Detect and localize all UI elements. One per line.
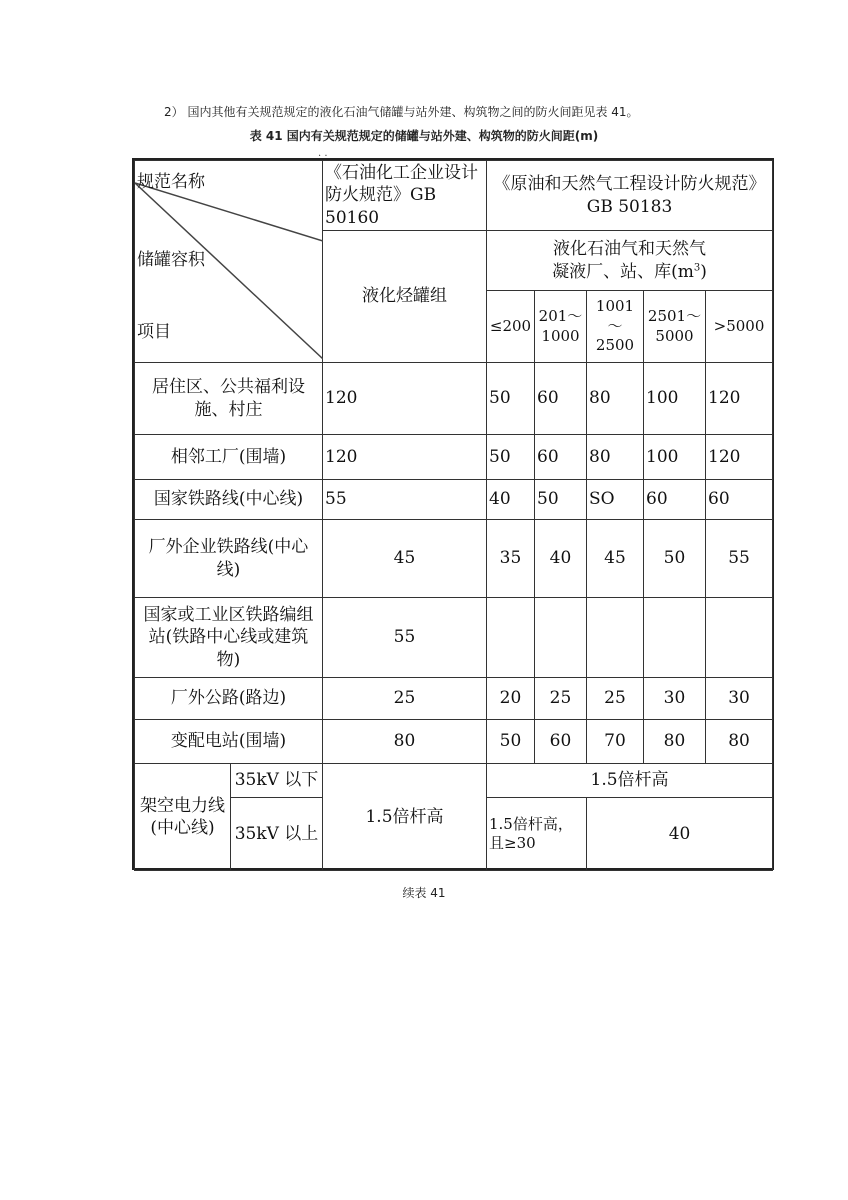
value-b: 80 [644, 720, 706, 764]
diag-label-spec: 规范名称 [137, 172, 205, 192]
value-b: SO [587, 480, 644, 520]
table-caption: 表 41 国内有关规范规定的储罐与站外建、构筑物的防火间距(m) [249, 129, 599, 143]
row-name: 变配电站(围墙) [135, 720, 323, 764]
table-row [135, 520, 773, 598]
value-b: 30 [644, 678, 706, 720]
power-value-b-top: 1.5倍杆高 [487, 764, 773, 798]
table-row [135, 598, 773, 678]
diag-label-item: 项目 [137, 322, 171, 342]
value-b: 120 [706, 435, 773, 480]
table-row-power-lower [135, 764, 773, 798]
value-a: 120 [323, 363, 487, 435]
value-b: 50 [487, 435, 535, 480]
volume-col-5: >5000 [706, 291, 773, 363]
value-b: 35 [487, 520, 535, 598]
table-row [135, 678, 773, 720]
row-name: 居住区、公共福利设施、村庄 [135, 363, 323, 435]
value-b [587, 598, 644, 678]
value-b [487, 598, 535, 678]
table-row [135, 480, 773, 520]
row-name: 国家铁路线(中心线) [135, 480, 323, 520]
power-sub-below: 35kV 以下 [231, 764, 323, 798]
value-b: 70 [587, 720, 644, 764]
table-row [135, 363, 773, 435]
value-a: 25 [323, 678, 487, 720]
value-b: 60 [535, 363, 587, 435]
value-b: 60 [535, 435, 587, 480]
value-b: 80 [706, 720, 773, 764]
power-line-name: 架空电力线(中心线) [135, 764, 231, 871]
value-b: 100 [644, 363, 706, 435]
value-b: 60 [644, 480, 706, 520]
spec-b-title: 《原油和天然气工程设计防火规范》 [493, 174, 766, 195]
sub-b-line1: 液化石油气和天然气 [553, 239, 707, 260]
value-b [644, 598, 706, 678]
value-b: 25 [587, 678, 644, 720]
row-name: 厂外企业铁路线(中心线) [135, 520, 323, 598]
value-b [706, 598, 773, 678]
value-b: 50 [644, 520, 706, 598]
diagonal-header-cell [135, 161, 323, 363]
intro-paragraph: 2） 国内其他有关规范规定的液化石油气储罐与站外建、构筑物之间的防火间距见表 41。 [164, 105, 639, 119]
continued-label: 续表 41 [402, 886, 446, 900]
row-name: 相邻工厂(围墙) [135, 435, 323, 480]
value-b: 40 [487, 480, 535, 520]
sub-b-header [487, 231, 773, 291]
value-b: 60 [535, 720, 587, 764]
value-b: 45 [587, 520, 644, 598]
power-value-b-rest: 40 [587, 798, 773, 871]
table-row [135, 720, 773, 764]
table-row [135, 435, 773, 480]
diag-label-volume: 储罐容积 [137, 250, 205, 270]
volume-col-2: 201～ 1000 [535, 291, 587, 363]
volume-col-4: 2501～ 5000 [644, 291, 706, 363]
sub-b-line2: 凝液厂、站、库$(m^3)$ [552, 261, 707, 282]
row-name: 国家或工业区铁路编组站(铁路中心线或建筑物) [135, 598, 323, 678]
power-value-b-first: 1.5倍杆高，且≥30 [487, 798, 587, 871]
value-a: 55 [323, 480, 487, 520]
power-sub-above: 35kV 以上 [231, 798, 323, 871]
row-name: 厂外公路(路边) [135, 678, 323, 720]
value-b [535, 598, 587, 678]
caption-dots: . . [318, 148, 328, 159]
value-b: 50 [487, 720, 535, 764]
value-b: 50 [535, 480, 587, 520]
spec-b-header [487, 161, 773, 231]
value-b: 50 [487, 363, 535, 435]
value-b: 120 [706, 363, 773, 435]
value-b: 80 [587, 435, 644, 480]
fire-distance-table [132, 158, 774, 870]
power-value-a: 1.5倍杆高 [323, 764, 487, 871]
spec-b-code: GB 50183 [586, 196, 673, 217]
volume-col-3: 1001～ 2500 [587, 291, 644, 363]
value-a: 80 [323, 720, 487, 764]
value-b: 25 [535, 678, 587, 720]
value-b: 30 [706, 678, 773, 720]
value-b: 80 [587, 363, 644, 435]
value-a: 55 [323, 598, 487, 678]
value-b: 55 [706, 520, 773, 598]
value-b: 40 [535, 520, 587, 598]
volume-col-1: ≤200 [487, 291, 535, 363]
value-a: 120 [323, 435, 487, 480]
value-b: 20 [487, 678, 535, 720]
spec-a-header: 《石油化工企业设计防火规范》GB 50160 [323, 161, 487, 231]
sub-a-header: 液化烃罐组 [323, 231, 487, 363]
value-b: 60 [706, 480, 773, 520]
value-a: 45 [323, 520, 487, 598]
value-b: 100 [644, 435, 706, 480]
